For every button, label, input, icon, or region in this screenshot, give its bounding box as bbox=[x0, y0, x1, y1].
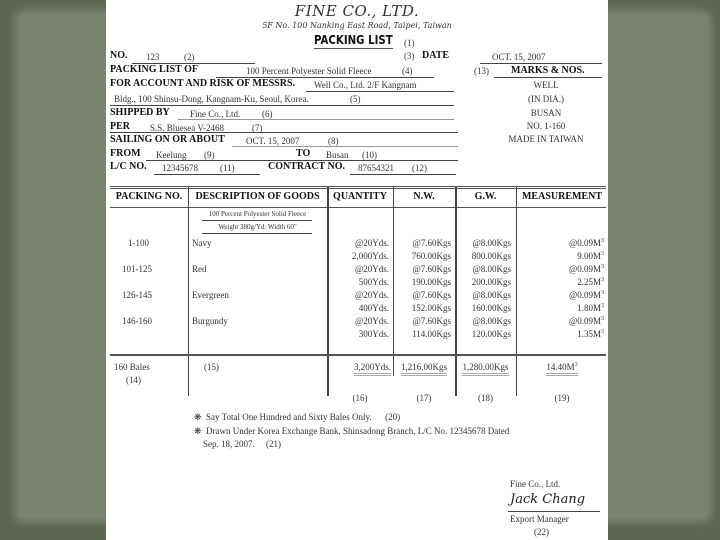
signature-company: Fine Co., Ltd. bbox=[510, 479, 561, 489]
total-packing: 160 Bales bbox=[114, 362, 150, 372]
date-underline bbox=[480, 63, 602, 64]
shipped-by-underline bbox=[178, 119, 454, 120]
to-label: TO bbox=[296, 148, 311, 159]
gw-unit: @8.00Kgs bbox=[472, 264, 511, 274]
gw-total: 160.00Kgs bbox=[471, 303, 511, 313]
nw-unit: @7.60Kgs bbox=[412, 238, 451, 248]
account-ref: (5) bbox=[350, 94, 361, 104]
qty-total: 400Yds. bbox=[358, 303, 389, 313]
total-quantity: 3,200Yds. bbox=[354, 362, 391, 376]
contract-no-value: 87654321 bbox=[358, 163, 394, 173]
note-2-continued bbox=[203, 439, 281, 449]
superscript: 3 bbox=[601, 329, 604, 335]
per-ref: (7) bbox=[252, 123, 263, 133]
account-label: FOR ACCOUNT AND RISK OF MESSRS. bbox=[110, 78, 296, 89]
account-underline bbox=[306, 91, 454, 92]
packing-list-document bbox=[106, 0, 608, 540]
superscript: 3 bbox=[601, 238, 604, 244]
totals-divider bbox=[110, 354, 606, 356]
marks-line-4: NO. 1-160 bbox=[526, 121, 566, 131]
sailing-underline bbox=[232, 146, 458, 147]
company-name: FINE CO., LTD. bbox=[294, 2, 420, 20]
superscript: 3 bbox=[601, 316, 604, 322]
gw-total: 200.00Kgs bbox=[471, 277, 511, 287]
gw-unit: @8.00Kgs bbox=[472, 238, 511, 248]
total-packing-ref: (14) bbox=[126, 375, 141, 385]
superscript: 3 bbox=[601, 290, 604, 296]
qty-unit: @20Yds. bbox=[354, 290, 389, 300]
signature-title: Export Manager bbox=[510, 514, 569, 524]
contract-no-underline bbox=[350, 174, 456, 175]
gw-unit: @8.00Kgs bbox=[472, 316, 511, 326]
marks-label: MARKS & NOS. bbox=[511, 65, 585, 76]
shipped-by-label: SHIPPED BY bbox=[110, 107, 170, 118]
note-1 bbox=[194, 412, 400, 423]
meas-unit: @0.09M bbox=[568, 238, 601, 248]
total-description-ref: (15) bbox=[204, 362, 219, 372]
sailing-value: OCT. 15, 2007 bbox=[246, 136, 300, 146]
col-header-measurement: MEASUREMENT bbox=[521, 191, 602, 202]
total-ref-16: (16) bbox=[352, 393, 368, 403]
title-ref: (1) bbox=[404, 38, 415, 48]
packing-no: 101-125 bbox=[122, 264, 152, 274]
meas-total: 1.35M bbox=[577, 329, 601, 339]
note-bullet-icon: ❋ bbox=[194, 426, 202, 436]
nw-total: 190.00Kgs bbox=[411, 277, 451, 287]
signature-ref: (22) bbox=[534, 527, 549, 537]
qty-total: 500Yds. bbox=[358, 277, 389, 287]
nw-total: 760.00Kgs bbox=[411, 251, 451, 261]
nw-total: 114.00Kgs bbox=[412, 329, 451, 339]
qty-unit: @20Yds. bbox=[354, 316, 389, 326]
qty-total: 300Yds. bbox=[358, 329, 389, 339]
lc-no-label: L/C NO. bbox=[110, 161, 147, 172]
qty-unit: @20Yds. bbox=[354, 238, 389, 248]
account-value-2: Bldg., 100 Shinsu-Dong, Kangnam-Ku, Seoul, Korea. bbox=[114, 94, 309, 104]
col-header-quantity: QUANTITY bbox=[333, 191, 387, 202]
col-header-gw: G.W. bbox=[474, 191, 497, 202]
col-header-description: DESCRIPTION OF GOODS bbox=[195, 191, 320, 202]
document-title: PACKING LIST bbox=[314, 33, 393, 47]
marks-line-5: MADE IN TAIWAN bbox=[508, 134, 584, 144]
no-ref: (2) bbox=[184, 52, 195, 62]
note-bullet-icon: ❋ bbox=[194, 412, 202, 422]
packing-list-of-ref: (4) bbox=[402, 66, 413, 76]
note-text: Say Total One Hundred and Sixty Bales Only. bbox=[206, 412, 372, 422]
contract-no-label: CONTRACT NO. bbox=[268, 161, 346, 172]
marks-underline bbox=[494, 77, 602, 78]
from-value: Keelung bbox=[156, 150, 187, 160]
packing-no: 126-145 bbox=[122, 290, 152, 300]
no-label: NO. bbox=[110, 50, 128, 61]
superscript: 3 bbox=[574, 362, 578, 368]
signature-name: Jack Chang bbox=[510, 492, 586, 507]
no-value: 123 bbox=[146, 52, 160, 62]
note-text-2: Sep. 18, 2007. bbox=[203, 439, 255, 449]
from-ref: (9) bbox=[204, 150, 215, 160]
packing-list-of-label: PACKING LIST OF bbox=[110, 64, 198, 75]
meas-unit: @0.09M bbox=[568, 264, 601, 274]
meas-unit: @0.09M bbox=[568, 316, 601, 326]
total-ref-17: (17) bbox=[416, 393, 432, 403]
gw-unit: @8.00Kgs bbox=[472, 290, 511, 300]
account-value: Well Co., Ltd. 2/F Kangnam bbox=[314, 80, 417, 90]
nw-total: 152.00Kgs bbox=[411, 303, 451, 313]
total-ref-19: (19) bbox=[554, 393, 570, 403]
total-nw: 1,216.00Kgs bbox=[401, 362, 447, 376]
company-address: 5F No. 100 Nanking East Road, Taipei, Taiwan bbox=[262, 21, 452, 30]
meas-total: 1.80M bbox=[577, 303, 601, 313]
description-header-rule-2 bbox=[202, 233, 312, 234]
superscript: 3 bbox=[601, 277, 604, 283]
lc-no-underline bbox=[154, 174, 260, 175]
account-underline-2 bbox=[110, 105, 454, 106]
table-header-border bbox=[110, 207, 606, 208]
signature-line bbox=[508, 511, 600, 512]
date-value: OCT. 15, 2007 bbox=[492, 52, 546, 62]
col-header-nw: N.W. bbox=[413, 191, 435, 202]
description-header-2: Weight 380g/Yd. Width 60" bbox=[218, 223, 297, 231]
sailing-ref: (8) bbox=[328, 136, 339, 146]
note-ref: (21) bbox=[266, 439, 281, 449]
nw-unit: @7.60Kgs bbox=[412, 290, 451, 300]
date-label: DATE bbox=[422, 50, 450, 61]
meas-unit: @0.09M bbox=[568, 290, 601, 300]
nw-unit: @7.60Kgs bbox=[412, 316, 451, 326]
lc-no-value: 12345678 bbox=[162, 163, 198, 173]
superscript: 3 bbox=[601, 251, 604, 257]
shipped-by-ref: (6) bbox=[262, 109, 273, 119]
nw-unit: @7.60Kgs bbox=[412, 264, 451, 274]
note-ref: (20) bbox=[385, 412, 401, 422]
col-header-packing-no: PACKING NO. bbox=[115, 191, 183, 202]
per-underline bbox=[110, 132, 458, 133]
per-value: S.S. Bluesea V-2468 bbox=[150, 123, 225, 133]
marks-ref: (13) bbox=[474, 66, 489, 76]
shipped-by-value: Fine Co., Ltd. bbox=[190, 109, 241, 119]
superscript: 3 bbox=[601, 264, 604, 270]
to-ref: (10) bbox=[362, 150, 377, 160]
per-label: PER bbox=[110, 121, 130, 132]
marks-line-1: WELL bbox=[533, 80, 559, 90]
meas-total: 9.00M bbox=[577, 251, 601, 261]
superscript: 3 bbox=[601, 303, 604, 309]
gw-total: 800.00Kgs bbox=[471, 251, 511, 261]
lc-no-ref: (11) bbox=[220, 163, 235, 173]
packing-list-of-value: 100 Percent Polyester Solid Fleece bbox=[246, 66, 372, 76]
description-header-rule-1 bbox=[202, 220, 312, 221]
packing-no: 146-160 bbox=[122, 316, 152, 326]
gw-total: 120.00Kgs bbox=[471, 329, 511, 339]
description: Burgundy bbox=[192, 316, 228, 326]
description: Red bbox=[192, 264, 207, 274]
total-measurement: 14.40M bbox=[546, 362, 575, 372]
packing-no: 1-100 bbox=[128, 238, 149, 248]
sailing-label: SAILING ON OR ABOUT bbox=[110, 134, 225, 145]
description: Evergreen bbox=[192, 290, 229, 300]
contract-no-ref: (12) bbox=[412, 163, 427, 173]
table-top-border bbox=[110, 186, 606, 189]
from-label: FROM bbox=[110, 148, 141, 159]
total-ref-18: (18) bbox=[478, 393, 493, 403]
qty-total: 2,000Yds. bbox=[351, 251, 389, 261]
note-text: Drawn Under Korea Exchange Bank, Shinsadong Branch, L/C No. 12345678 Dated bbox=[206, 426, 510, 436]
date-ref: (3) bbox=[404, 51, 415, 61]
marks-line-3: BUSAN bbox=[530, 108, 562, 118]
total-gw: 1,280.00Kgs bbox=[462, 362, 508, 376]
qty-unit: @20Yds. bbox=[354, 264, 389, 274]
description-header-1: 100 Percent Polyester Solid Fleece bbox=[208, 210, 307, 218]
meas-total: 2.25M bbox=[577, 277, 601, 287]
to-value: Busan bbox=[326, 150, 349, 160]
description: Navy bbox=[192, 238, 212, 248]
note-2 bbox=[194, 426, 509, 437]
marks-line-2: (IN DIA.) bbox=[528, 94, 564, 104]
